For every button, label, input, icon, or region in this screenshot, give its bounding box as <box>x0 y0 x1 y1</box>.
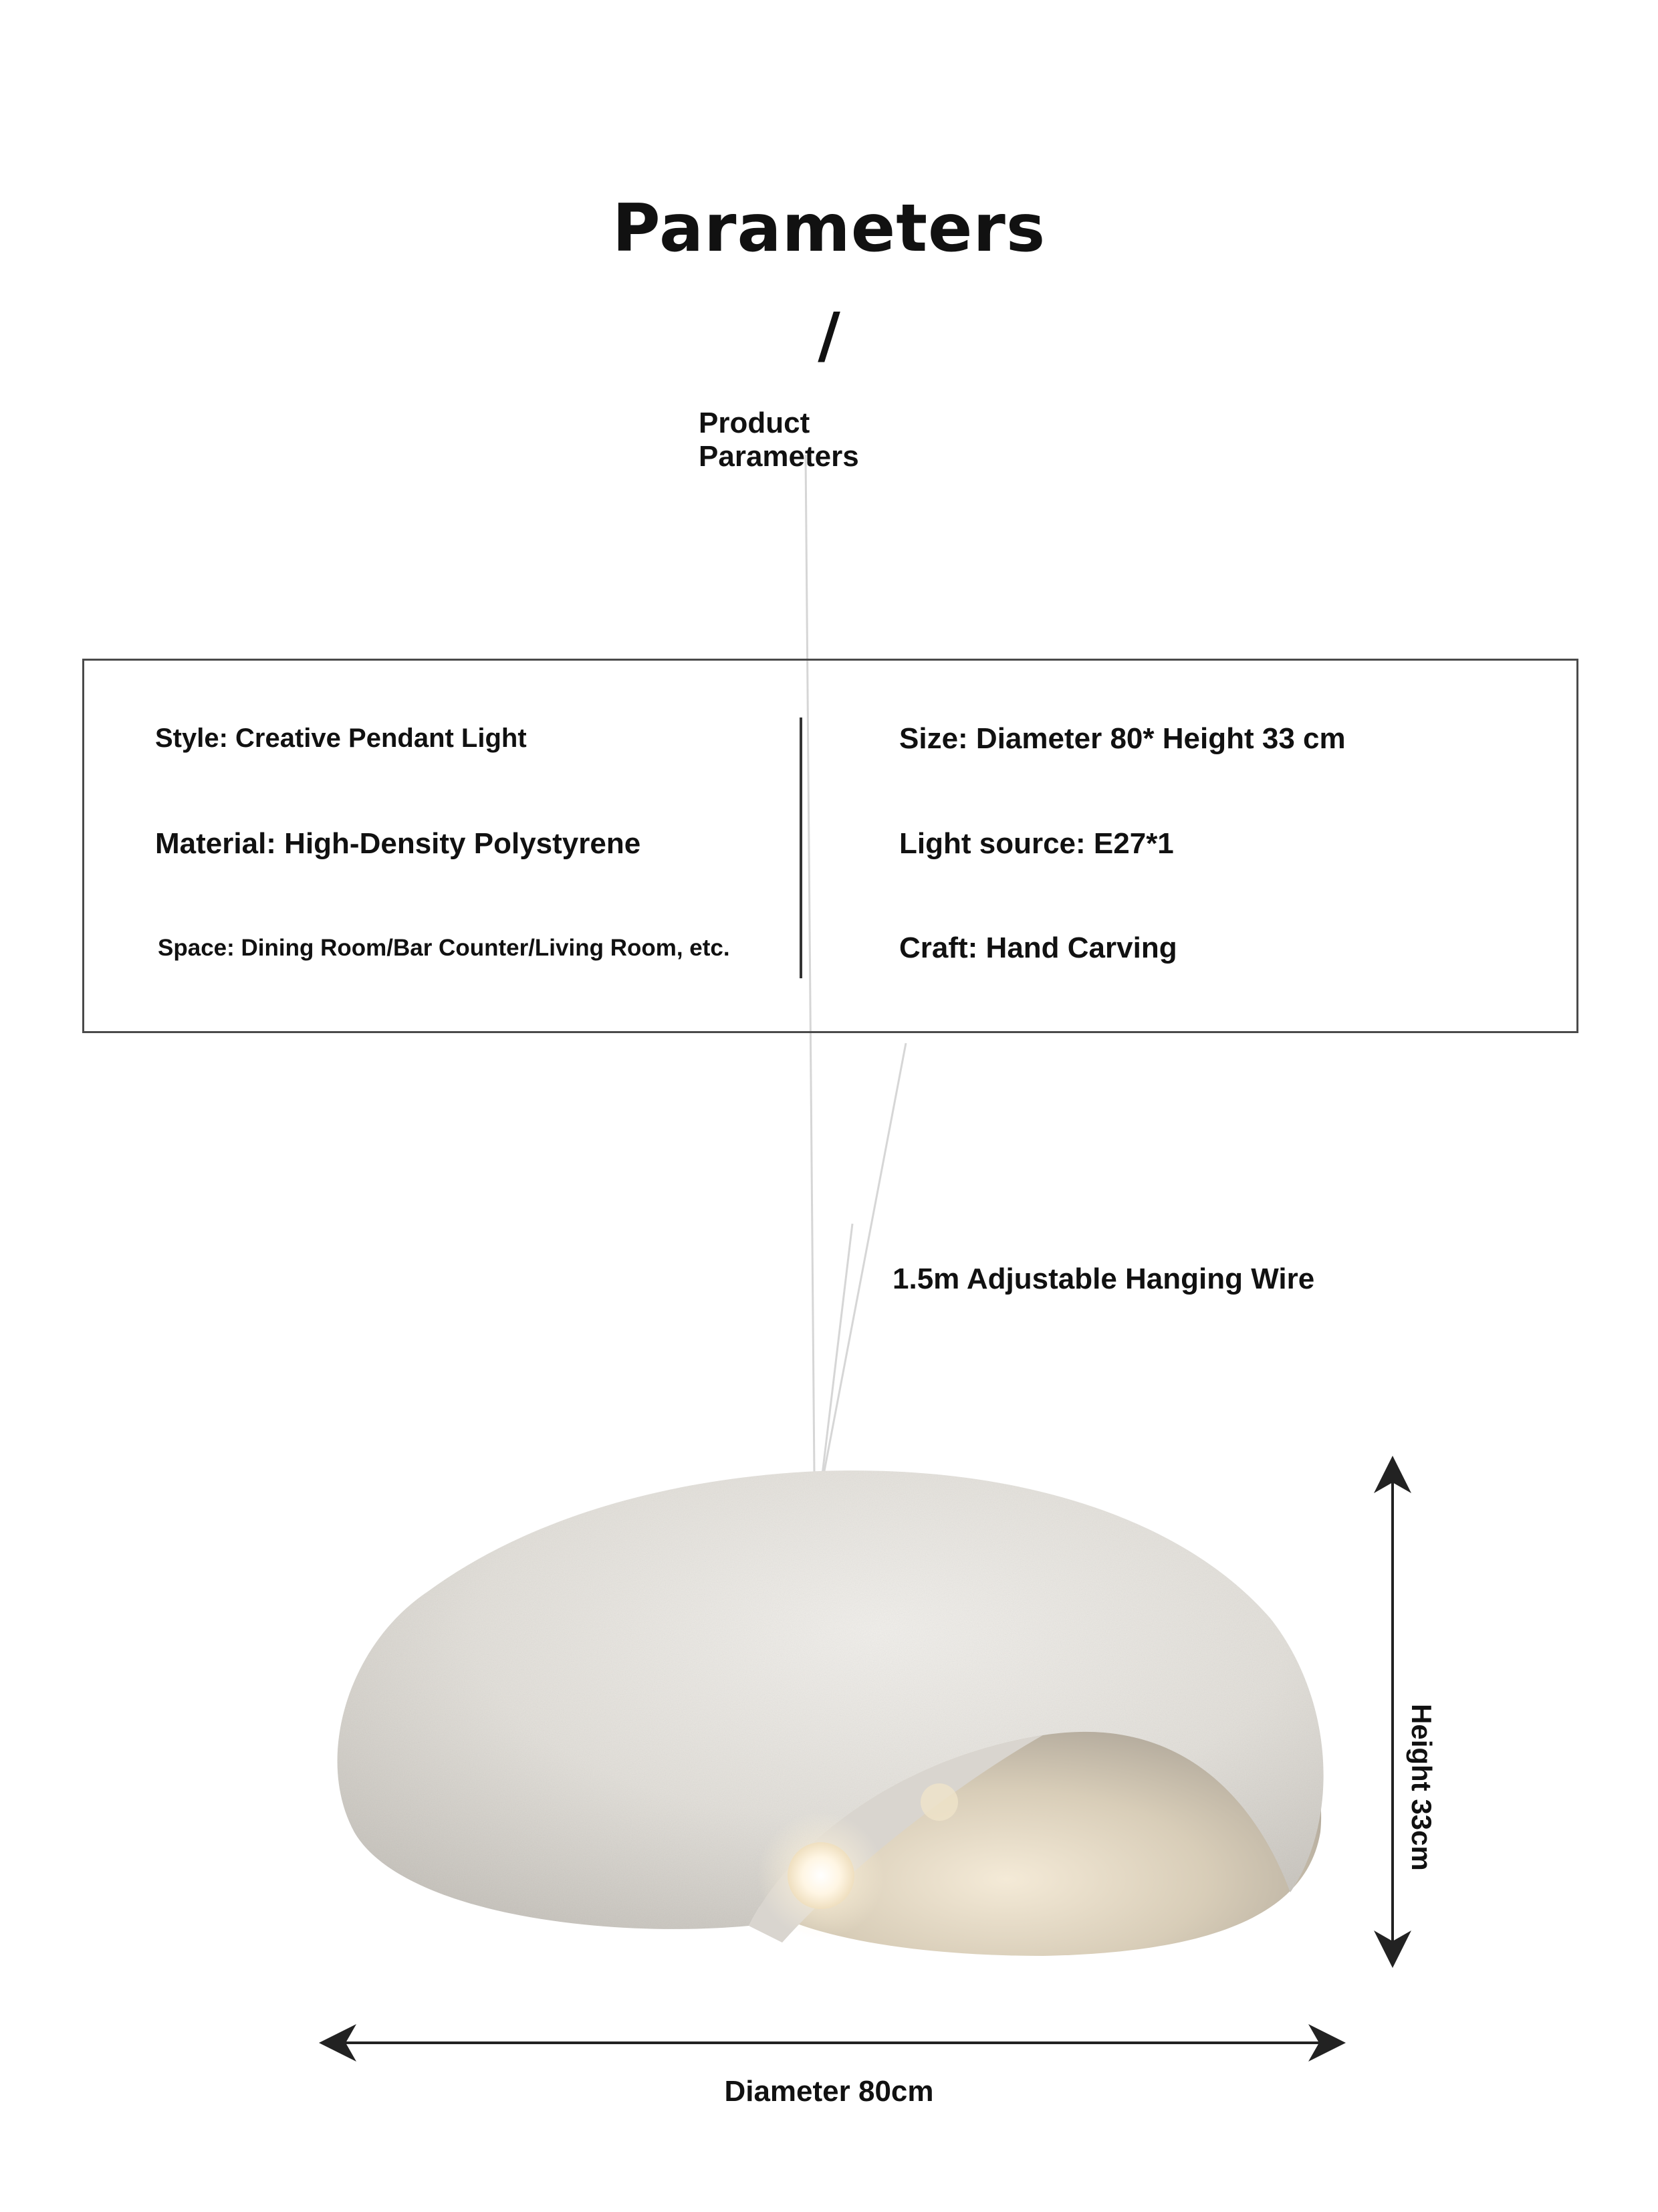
param-size: Size: Diameter 80* Height 33 cm <box>899 722 1346 755</box>
param-style: Style: Creative Pendant Light <box>155 724 527 753</box>
param-craft: Craft: Hand Carving <box>899 931 1177 964</box>
wire-label: 1.5m Adjustable Hanging Wire <box>893 1262 1315 1295</box>
param-light-source: Light source: E27*1 <box>899 827 1174 860</box>
page-title: Parameters <box>612 191 1046 267</box>
subtitle-line-1: Product <box>699 407 810 439</box>
bulb-icon <box>788 1842 854 1909</box>
parameters-divider <box>800 717 802 978</box>
param-material: Material: High-Density Polystyrene <box>155 827 641 860</box>
subtitle-line-2: Parameters <box>699 440 859 473</box>
param-space: Space: Dining Room/Bar Counter/Living Room, etc. <box>158 935 730 961</box>
pendant-lamp-shade <box>338 1470 1324 1956</box>
diameter-label: Diameter 80cm <box>724 2075 934 2108</box>
height-label: Height 33cm <box>1406 1704 1437 1871</box>
title-separator: / <box>818 300 840 371</box>
subtitle <box>699 407 966 473</box>
